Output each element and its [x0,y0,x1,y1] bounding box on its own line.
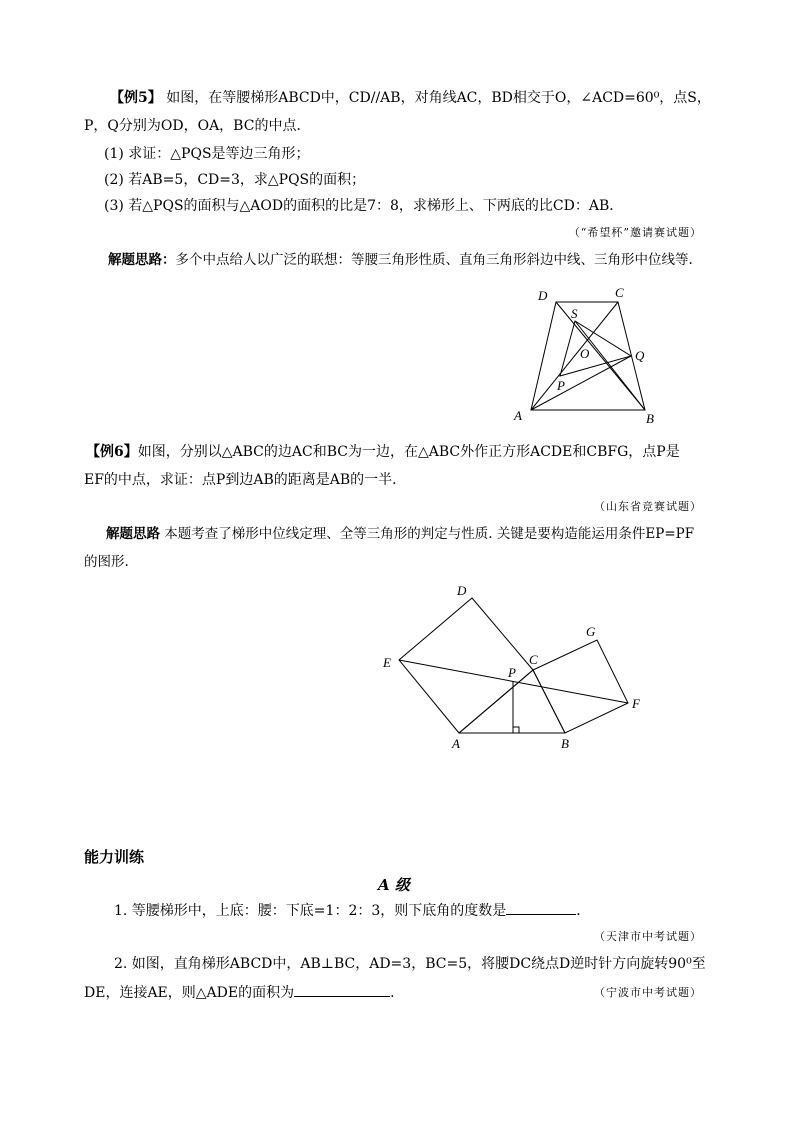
label-a: A [452,736,460,751]
segment-aq [531,356,631,410]
label-g: G [586,624,596,639]
ex6-tag: 【例6】 [86,444,138,460]
label-f: F [632,696,640,711]
label-c: C [529,652,538,667]
label-e: E [383,655,391,670]
label-q: Q [635,348,645,363]
problem-1-end: ． [576,903,591,919]
square-cbfg [533,640,628,733]
ex5-text-1: 如图，在等腰梯形ABCD中，CD//AB，对角线AC，BD相交于O，∠ACD=60⁰，点S， [166,90,711,106]
right-angle-mark [513,727,519,733]
ex5-line2: P，Q分别为OD，OA，BC的中点． [84,118,311,134]
ex6-source: （山东省竞赛试题） [594,500,702,513]
label-o: O [580,346,590,361]
ex5-hint-label: 解题思路： [108,252,176,268]
label-b: B [646,411,654,426]
label-p: P [508,665,516,680]
ex6-hint-label: 解题思路 [106,526,160,542]
section-heading: 能力训练 [84,848,145,866]
problem-2-line2 [84,982,404,1003]
figure-trapezoid [505,282,675,428]
ex5-hint-text: 多个中点给人以广泛的联想：等腰三角形性质、直角三角形斜边中线、三角形中位线等. [175,252,693,268]
ex5-tag: 【例5】 [110,90,162,106]
ex6-hint-text-1: 本题考查了梯形中位线定理、全等三角形的判定与性质. 关键是要构造能运用条件EP=PF [164,526,695,542]
ex5-source: （“希望杯”邀请赛试题） [568,226,702,239]
ex5-question-3: (3) 若△PQS的面积与△AOD的面积的比是7：8，求梯形上、下两底的比CD：AB． [104,198,624,214]
label-d: D [457,583,467,598]
answer-blank-1[interactable] [506,900,576,915]
level-heading: A 级 [378,876,410,894]
ex6-line1 [86,442,680,462]
problem-2-source: （宁波市中考试题） [594,986,702,999]
problem-1-source: （天津市中考试题） [594,930,702,943]
label-d: D [538,288,548,303]
problem-2-line1: 2. 如图，直角梯形ABCD中，AB⊥BC，AD=3，BC=5，将腰DC绕点D逆时针方向旋转90⁰至 [114,956,706,972]
problem-2-text: DE，连接AE，则△ADE的面积为 [84,985,295,1001]
ex6-line2: EF的中点，求证：点P到边AB的距离是AB的一半． [84,472,407,488]
ex6-hint-line2: 的图形. [84,554,129,570]
ex6-text-1: 如图，分别以△ABC的边AC和BC为一边，在△ABC外作正方形ACDE和CBFG，点P是 [137,444,680,460]
label-p: P [557,378,565,393]
ex5-hint [108,250,693,270]
figure-squares [378,580,658,756]
ex5-question-2: (2) 若AB=5，CD=3，求△PQS的面积； [104,172,366,188]
answer-blank-2[interactable] [294,982,390,997]
ex5-question-1: (1) 求证：△PQS是等边三角形； [104,146,310,162]
ex5-line1 [110,88,711,108]
ex6-hint-line1 [106,524,694,544]
problem-1 [114,900,590,921]
label-s: S [571,306,578,321]
label-b: B [561,736,569,751]
problem-2-end: ． [390,985,405,1001]
label-a: A [514,408,522,423]
problem-1-text: 1. 等腰梯形中，上底：腰：下底=1：2：3，则下底角的度数是 [114,903,507,919]
label-c: C [615,285,624,300]
segment-sb [575,321,645,410]
